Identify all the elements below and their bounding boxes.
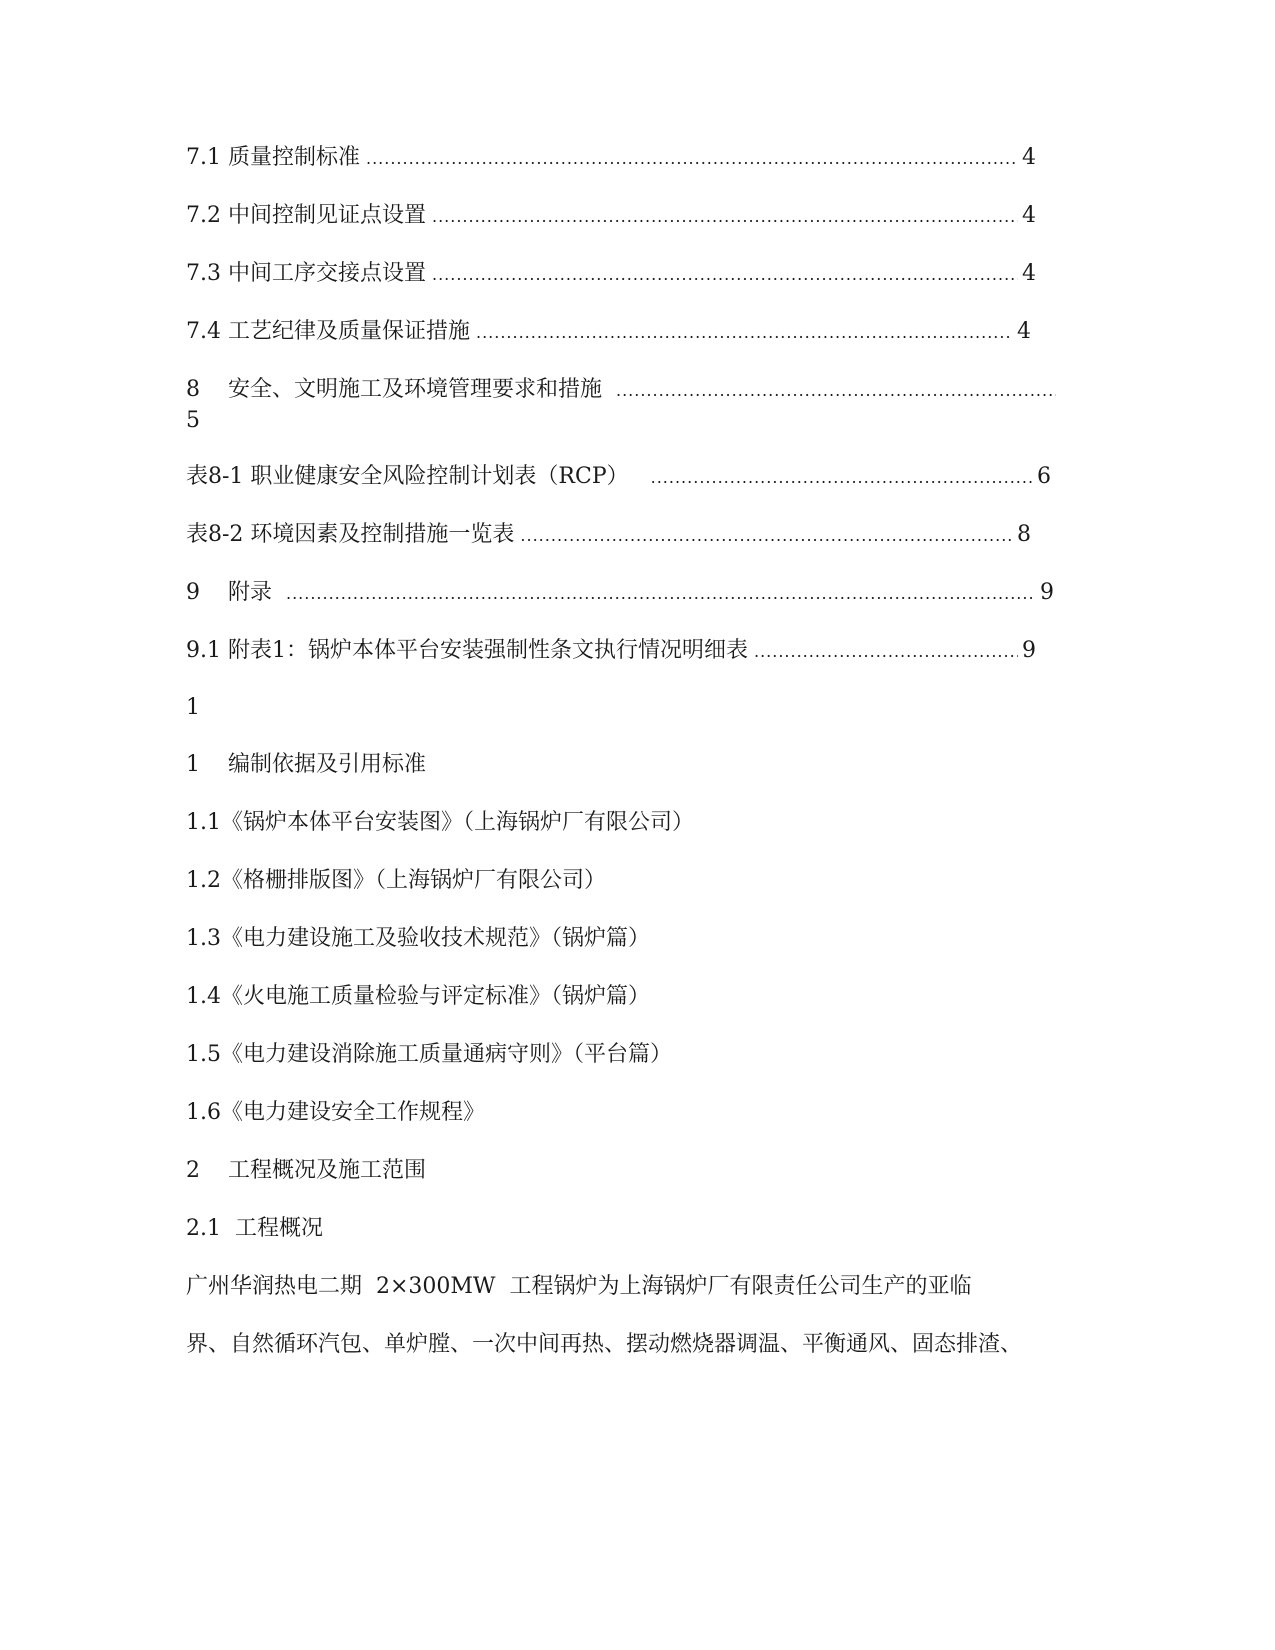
toc-entry[interactable] (186, 578, 1054, 609)
section-heading: 2 工程概况及施工范围 (186, 1158, 426, 1183)
toc-label: 7.2 中间控制见证点设置 (186, 203, 426, 228)
toc-entry[interactable] (186, 259, 1036, 290)
toc-page-number: 8 (1017, 522, 1031, 547)
reference-item: 1.2《格栅排版图》（上海锅炉厂有限公司） (186, 868, 606, 893)
subsection-heading: 2.1 工程概况 (186, 1216, 323, 1241)
toc-entry[interactable] (186, 317, 1031, 348)
toc-label: 7.3 中间工序交接点设置 (186, 261, 426, 286)
toc-page-number: 4 (1017, 319, 1031, 344)
toc-entry-wrapped[interactable] (186, 375, 1056, 436)
toc-label: 表8-2 环境因素及控制措施一览表 (186, 522, 515, 547)
toc-leader-dots (432, 202, 1018, 232)
toc-entry[interactable] (186, 520, 1031, 551)
toc-label: 表8-1 职业健康安全风险控制计划表（RCP） (186, 464, 629, 489)
toc-page-number: 5 (186, 408, 200, 433)
toc-label: 8 安全、文明施工及环境管理要求和措施 (186, 377, 602, 402)
paragraph-line: 广州华润热电二期 2×300MW 工程锅炉为上海锅炉厂有限责任公司生产的亚临 (186, 1274, 972, 1299)
section-heading: 1 编制依据及引用标准 (186, 752, 426, 777)
toc-page-number: 4 (1022, 145, 1036, 170)
toc-label: 9.1 附表1：锅炉本体平台安装强制性条文执行情况明细表 (186, 638, 748, 663)
toc-leader-dots (651, 463, 1033, 493)
reference-item: 1.3《电力建设施工及验收技术规范》（锅炉篇） (186, 926, 650, 951)
toc-leader-dots (520, 521, 1013, 551)
toc-page-number: 4 (1022, 203, 1036, 228)
toc-leader-dots (432, 260, 1018, 290)
reference-item: 1.4《火电施工质量检验与评定标准》（锅炉篇） (186, 984, 650, 1009)
toc-label: 9 附录 (186, 580, 272, 605)
paragraph-line: 界、自然循环汽包、单炉膛、一次中间再热、摆动燃烧器调温、平衡通风、固态排渣、 (186, 1332, 1023, 1357)
reference-item: 1.5《电力建设消除施工质量通病守则》（平台篇） (186, 1042, 672, 1067)
toc-entry[interactable] (186, 143, 1036, 174)
toc-page-number: 6 (1037, 464, 1051, 489)
toc-leader-dots (476, 318, 1013, 348)
toc-entry[interactable] (186, 462, 1051, 493)
reference-item: 1.1《锅炉本体平台安装图》（上海锅炉厂有限公司） (186, 810, 694, 835)
reference-item: 1.6《电力建设安全工作规程》 (186, 1100, 485, 1125)
toc-page-number: 9 (1022, 638, 1036, 663)
toc-entry[interactable] (186, 201, 1036, 232)
toc-leader-dots (754, 637, 1018, 667)
toc-leader-dots (286, 579, 1036, 609)
toc-page-number: 4 (1022, 261, 1036, 286)
toc-entry[interactable] (186, 636, 1036, 667)
toc-label: 7.4 工艺纪律及质量保证措施 (186, 319, 470, 344)
page-number: 1 (186, 695, 200, 720)
toc-leader-dots (366, 144, 1018, 174)
toc-label: 7.1 质量控制标准 (186, 145, 360, 170)
toc-page-number: 9 (1040, 580, 1054, 605)
toc-leader-dots (616, 376, 1056, 406)
